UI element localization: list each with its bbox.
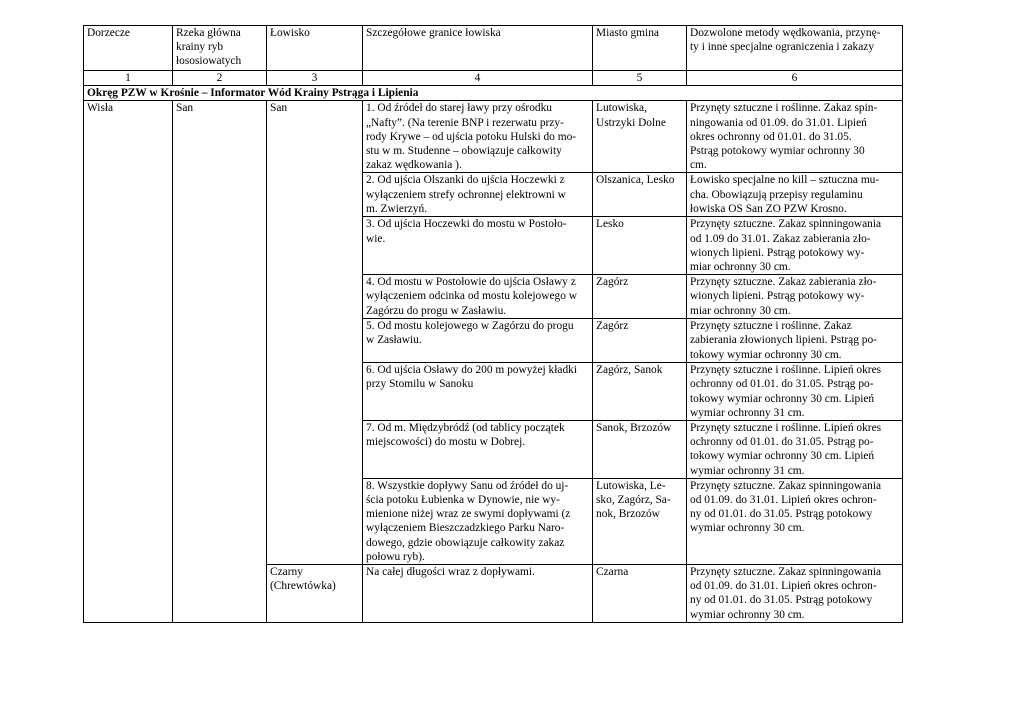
granice-cell: 4. Od mostu w Postołowie do ujścia Osławy z wyłączeniem odcinka od mostu kolejowego w Zagórzu do progu w Zasławiu. [363, 275, 593, 319]
miasto-cell: Zagórz, Sanok [593, 363, 687, 421]
metody-cell: Przynęty sztuczne i roślinne. Zakaz spin- ningowania od 01.09. do 31.01. Lipień okres ochronny od 01.01. do 31.05. Pstrąg potokowy wymiar ochronny 30 cm. [687, 101, 903, 173]
metody-cell: Przynęty sztuczne i roślinne. Lipień okres ochronny od 01.01. do 31.05. Pstrąg po- tokowy wymiar ochronny 30 cm. Lipień wymiar ochronny 31 cm. [687, 363, 903, 421]
fishing-regulations-table [83, 25, 903, 623]
column-number: 1 [84, 71, 173, 86]
rzeka-cell: San [173, 101, 267, 622]
miasto-cell: Sanok, Brzozów [593, 421, 687, 479]
header-lowisko: Łowisko [267, 26, 363, 71]
header-rzeka: Rzeka główna krainy ryb łososiowatych [173, 26, 267, 71]
metody-cell: Przynęty sztuczne i roślinne. Zakaz zabierania złowionych lipieni. Pstrąg po- tokowy wymiar ochronny 30 cm. [687, 319, 903, 363]
column-number: 4 [363, 71, 593, 86]
metody-cell: Przynęty sztuczne i roślinne. Lipień okres ochronny od 01.01. do 31.05. Pstrąg po- tokowy wymiar ochronny 30 cm. Lipień wymiar ochronny 31 cm. [687, 421, 903, 479]
granice-cell: 2. Od ujścia Olszanki do ujścia Hoczewki z wyłączeniem strefy ochronnej elektrowni w m. Zwierzyń. [363, 173, 593, 217]
miasto-cell: Lutowiska, Le- sko, Zagórz, Sa- nok, Brzozów [593, 478, 687, 564]
metody-cell: Przynęty sztuczne. Zakaz spinningowania od 01.09. do 31.01. Lipień okres ochron- ny od 01.01. do 31.05. Pstrąg potokowy wymiar ochronny 30 cm. [687, 478, 903, 564]
miasto-cell: Olszanica, Lesko [593, 173, 687, 217]
granice-cell: 6. Od ujścia Osławy do 200 m powyżej kładki przy Stomilu w Sanoku [363, 363, 593, 421]
dorzecze-cell: Wisła [84, 101, 173, 622]
header-granice: Szczegółowe granice łowiska [363, 26, 593, 71]
granice-cell: 7. Od m. Międzybródź (od tablicy początek miejscowości) do mostu w Dobrej. [363, 421, 593, 479]
metody-cell: Przynęty sztuczne. Zakaz zabierania zło- wionych lipieni. Pstrąg potokowy wy- miar ochronny 30 cm. [687, 275, 903, 319]
metody-cell: Przynęty sztuczne. Zakaz spinningowania od 01.09. do 31.01. Lipień okres ochron- ny od 01.01. do 31.05. Pstrąg potokowy wymiar ochronny 30 cm. [687, 565, 903, 623]
lowisko-cell: San [267, 101, 363, 565]
miasto-cell: Czarna [593, 565, 687, 623]
header-metody: Dozwolone metody wędkowania, przynę- ty i inne specjalne ograniczenia i zakazy [687, 26, 903, 71]
header-dorzecze: Dorzecze [84, 26, 173, 71]
miasto-cell: Zagórz [593, 319, 687, 363]
miasto-cell: Lutowiska, Ustrzyki Dolne [593, 101, 687, 173]
header-row [84, 26, 903, 71]
granice-cell: 1. Od źródeł do starej ławy przy ośrodku „Nafty”. (Na terenie BNP i rezerwatu przy- rody Krywe – od ujścia potoku Hulski do mo- stu w m. Studenne – obowiązuje całkowity zakaz wędkowania ). [363, 101, 593, 173]
column-number-row [84, 71, 903, 86]
column-number: 3 [267, 71, 363, 86]
granice-cell: 3. Od ujścia Hoczewki do mostu w Postoło- wie. [363, 217, 593, 275]
miasto-cell: Lesko [593, 217, 687, 275]
column-number: 6 [687, 71, 903, 86]
granice-cell: Na całej długości wraz z dopływami. [363, 565, 593, 623]
section-title: Okręg PZW w Krośnie – Informator Wód Krainy Pstrąga i Lipienia [84, 86, 903, 101]
miasto-cell: Zagórz [593, 275, 687, 319]
table-row [84, 101, 903, 173]
metody-cell: Łowisko specjalne no kill – sztuczna mu- cha. Obowiązują przepisy regulaminu łowiska OS San ZO PZW Krosno. [687, 173, 903, 217]
column-number: 2 [173, 71, 267, 86]
section-row [84, 86, 903, 101]
column-number: 5 [593, 71, 687, 86]
metody-cell: Przynęty sztuczne. Zakaz spinningowania od 1.09 do 31.01. Zakaz zabierania zło- wionych lipieni. Pstrąg potokowy wy- miar ochronny 30 cm. [687, 217, 903, 275]
header-miasto: Miasto gmina [593, 26, 687, 71]
granice-cell: 8. Wszystkie dopływy Sanu od źródeł do uj- ścia potoku Łubienka w Dynowie, nie wy- mienione niżej wraz ze swymi dopływami (z wyłączeniem Bieszczadzkiego Parku Naro- dowego, gdzie obowiązuje całkowity zakaz połowu ryb). [363, 478, 593, 564]
granice-cell: 5. Od mostu kolejowego w Zagórzu do progu w Zasławiu. [363, 319, 593, 363]
lowisko-cell: Czarny (Chrewtówka) [267, 565, 363, 623]
